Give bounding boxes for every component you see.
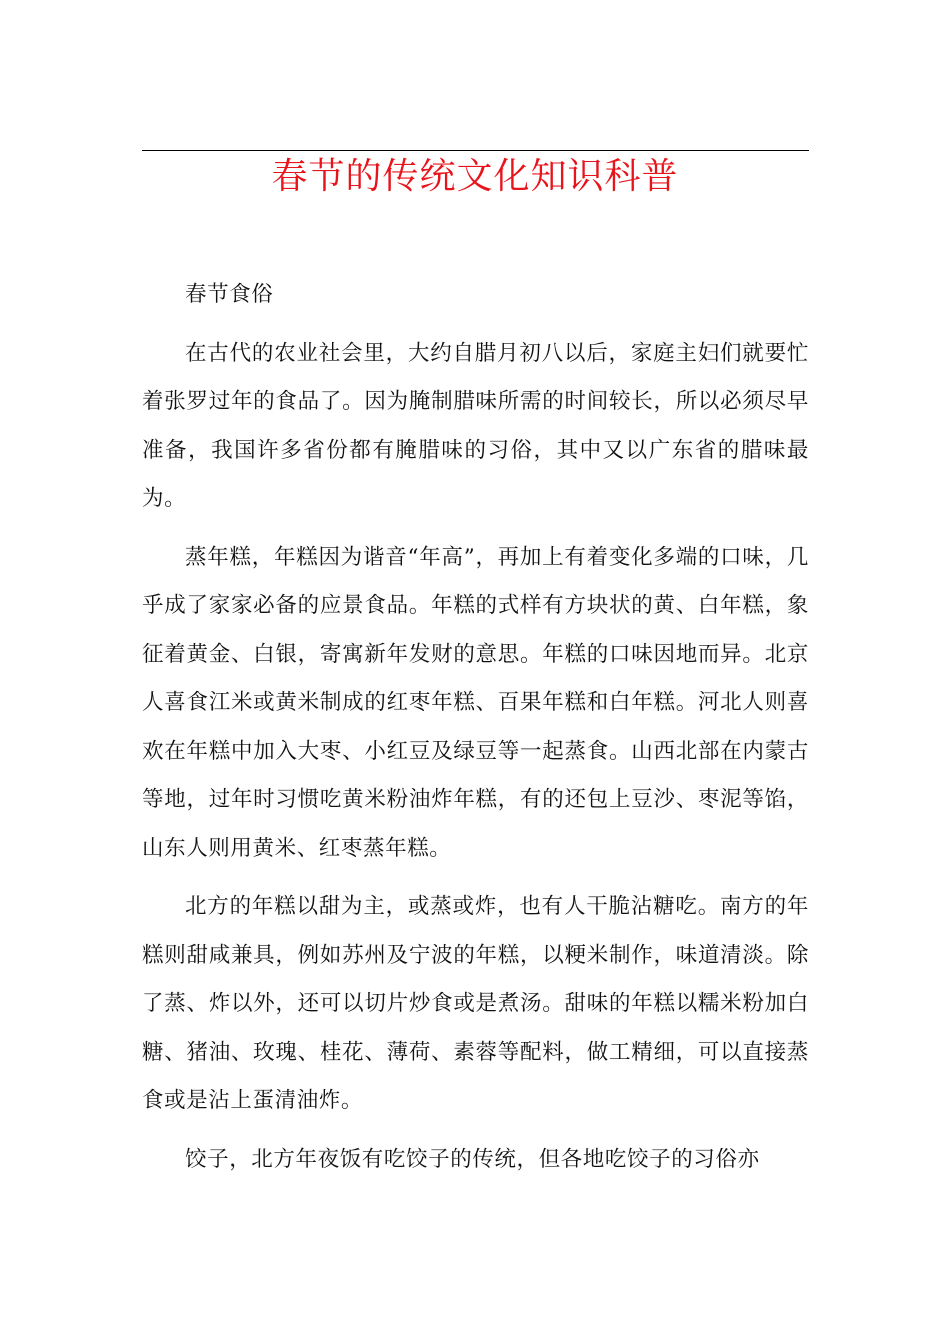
paragraph-rice-cake: 蒸年糕，年糕因为谐音“年高”，再加上有着变化多端的口味，几乎成了家家必备的应景食品。年糕的式样有方块状的黄、白年糕，象征着黄金、白银，寄寓新年发财的意思。年糕的口味因地而异。北京人喜食江米或黄米制成的红枣年糕、百果年糕和白年糕。河北人则喜欢在年糕中加入大枣、小红豆及绿豆等一起蒸食。山西北部在内蒙古等地，过年时习惯吃黄米粉油炸年糕，有的还包上豆沙、枣泥等馅，山东人则用黄米、红枣蒸年糕。 xyxy=(142,544,809,861)
paragraph-dumplings: 饺子，北方年夜饭有吃饺子的传统，但各地吃饺子的习俗亦 xyxy=(185,1146,760,1172)
section-heading: 春节食俗 xyxy=(185,282,274,307)
paragraph-north-south-cake: 北方的年糕以甜为主，或蒸或炸，也有人干脆沾糖吃。南方的年糕则甜咸兼具，例如苏州及宁波的年糕，以粳米制作，味道清淡。除了蒸、炸以外，还可以切片炒食或是煮汤。甜味的年糕以糯米粉加白糖、猪油、玫瑰、桂花、薄荷、素蓉等配料，做工精细，可以直接蒸食或是沾上蛋清油炸。 xyxy=(142,894,809,1113)
document-title: 春节的传统文化知识科普 xyxy=(271,156,679,197)
header-rule xyxy=(142,150,809,151)
document-body xyxy=(142,271,809,1184)
paragraph-cured-meats: 在古代的农业社会里，大约自腊月初八以后，家庭主妇们就要忙着张罗过年的食品了。因为腌制腊味所需的时间较长，所以必须尽早准备，我国许多省份都有腌腊味的习俗，其中又以广东省的腊味最为。 xyxy=(142,340,809,511)
